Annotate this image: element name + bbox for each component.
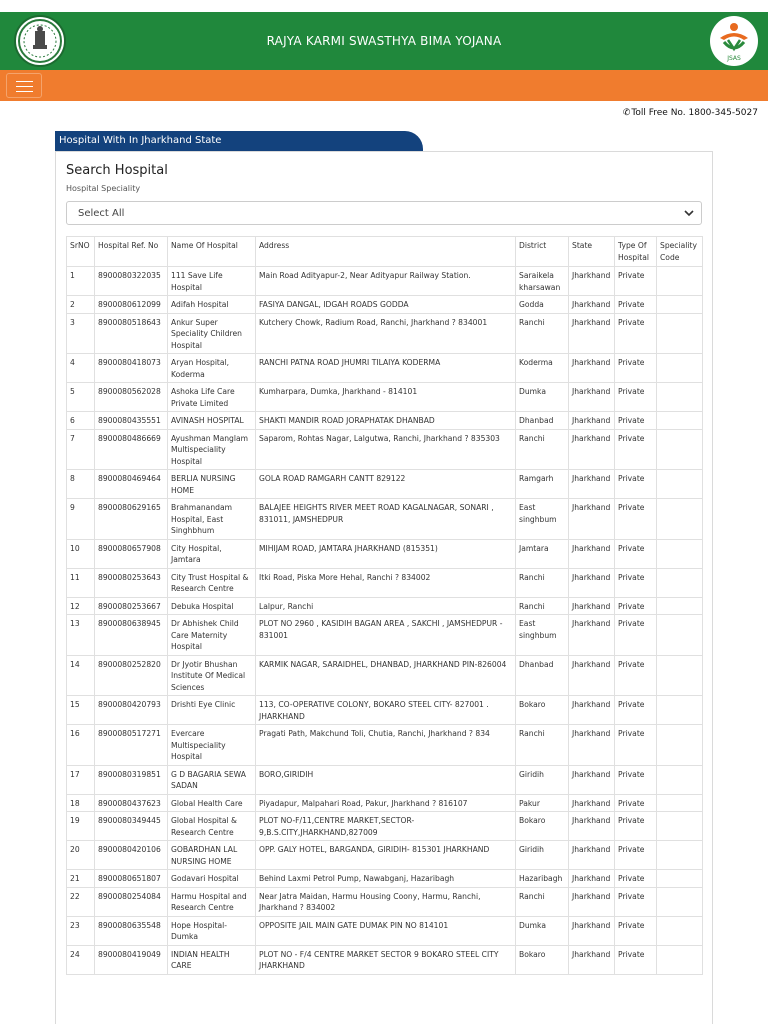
table-cell: Jharkhand [569,429,615,470]
table-cell: Private [615,841,657,870]
jsas-logo[interactable] [710,16,758,66]
table-cell: 8900080435551 [95,412,168,430]
table-cell: East singhbum [516,615,569,656]
table-cell: Jharkhand [569,383,615,412]
column-header: Address [256,237,516,267]
table-cell: Private [615,412,657,430]
table-cell: Hope Hospital-Dumka [168,916,256,945]
table-cell: 8900080254084 [95,887,168,916]
table-cell: Private [615,812,657,841]
table-cell: 111 Save Life Hospital [168,267,256,296]
table-row [67,539,703,568]
table-cell [657,539,703,568]
table-cell: Kumharpara, Dumka, Jharkhand - 814101 [256,383,516,412]
table-cell: Adifah Hospital [168,296,256,314]
table-cell: 12 [67,597,95,615]
table-cell: 8900080651807 [95,870,168,888]
table-cell: 8900080638945 [95,615,168,656]
table-cell [657,568,703,597]
table-cell: Main Road Adityapur-2, Near Adityapur Railway Station. [256,267,516,296]
table-cell: INDIAN HEALTH CARE [168,945,256,974]
section-tab [55,131,423,152]
table-cell: 20 [67,841,95,870]
table-cell: Piyadapur, Malpahari Road, Pakur, Jharkhand ? 816107 [256,794,516,812]
table-cell: Private [615,794,657,812]
table-cell: Ranchi [516,887,569,916]
table-cell: 113, CO-OPERATIVE COLONY, BOKARO STEEL CITY- 827001 . JHARKHAND [256,696,516,725]
table-cell [657,412,703,430]
table-cell: 16 [67,725,95,766]
table-row [67,470,703,499]
table-cell: 8900080253667 [95,597,168,615]
table-cell: 8900080629165 [95,499,168,540]
table-cell: 17 [67,765,95,794]
table-cell: PLOT NO 2960 , KASIDIH BAGAN AREA , SAKCHI , JAMSHEDPUR - 831001 [256,615,516,656]
table-cell: 5 [67,383,95,412]
table-row [67,267,703,296]
table-cell [657,841,703,870]
table-cell: Lalpur, Ranchi [256,597,516,615]
table-cell: Koderma [516,354,569,383]
table-cell: Dhanbad [516,412,569,430]
table-cell [657,470,703,499]
table-cell: Jharkhand [569,354,615,383]
table-cell: 8900080322035 [95,267,168,296]
table-row [67,313,703,354]
table-cell: Jharkhand [569,615,615,656]
table-cell: Jharkhand [569,812,615,841]
table-cell: Jharkhand [569,296,615,314]
table-cell: Debuka Hospital [168,597,256,615]
table-cell: Private [615,267,657,296]
table-cell [657,615,703,656]
table-cell: Dr Abhishek Child Care Maternity Hospital [168,615,256,656]
table-cell [657,765,703,794]
table-cell: Ranchi [516,429,569,470]
table-cell: Hazaribagh [516,870,569,888]
table-cell: 22 [67,887,95,916]
table-cell: Private [615,945,657,974]
column-header: Type Of Hospital [615,237,657,267]
table-cell: 3 [67,313,95,354]
table-cell: Jamtara [516,539,569,568]
table-cell: Ranchi [516,597,569,615]
table-row [67,597,703,615]
table-cell [657,313,703,354]
table-cell: Jharkhand [569,499,615,540]
table-cell: Private [615,655,657,696]
speciality-label: Hospital Speciality [66,184,141,193]
table-cell: GOBARDHAN LAL NURSING HOME [168,841,256,870]
table-cell: Jharkhand [569,887,615,916]
table-cell: Private [615,470,657,499]
table-cell: Private [615,597,657,615]
table-cell: Private [615,383,657,412]
table-cell: Private [615,296,657,314]
table-cell: 8900080420106 [95,841,168,870]
table-cell: Dhanbad [516,655,569,696]
table-cell: 8900080635548 [95,916,168,945]
table-cell: 10 [67,539,95,568]
table-cell: Giridih [516,765,569,794]
speciality-select[interactable] [66,201,702,225]
table-cell [657,916,703,945]
table-cell: Jharkhand [569,696,615,725]
table-cell: Pragati Path, Makchund Toli, Chutia, Ranchi, Jharkhand ? 834 [256,725,516,766]
phone-icon: ✆ [622,108,631,118]
toll-free-label: Toll Free No. 1800-345-5027 [631,108,758,118]
hamburger-icon-line [16,86,33,87]
table-cell: Private [615,539,657,568]
table-cell: 19 [67,812,95,841]
table-cell: Private [615,696,657,725]
table-row [67,429,703,470]
table-cell [657,696,703,725]
table-cell: Godda [516,296,569,314]
table-cell: OPPOSITE JAIL MAIN GATE DUMAK PIN NO 814101 [256,916,516,945]
table-row [67,696,703,725]
table-cell: FASIYA DANGAL, IDGAH ROADS GODDA [256,296,516,314]
table-cell: Itki Road, Piska More Hehal, Ranchi ? 834002 [256,568,516,597]
table-cell: Private [615,765,657,794]
table-cell: Private [615,354,657,383]
table-cell: Kutchery Chowk, Radium Road, Ranchi, Jharkhand ? 834001 [256,313,516,354]
table-cell: 24 [67,945,95,974]
table-body [67,267,703,975]
table-cell: Ankur Super Speciality Children Hospital [168,313,256,354]
table-cell: BALAJEE HEIGHTS RIVER MEET ROAD KAGALNAGAR, SONARI , 831011, JAMSHEDPUR [256,499,516,540]
table-row [67,615,703,656]
hamburger-icon [16,81,33,82]
table-cell [657,354,703,383]
table-cell: Ramgarh [516,470,569,499]
table-cell: East singhbum [516,499,569,540]
table-header-row [67,237,703,267]
table-cell: Private [615,313,657,354]
table-cell: RANCHI PATNA ROAD JHUMRI TILAIYA KODERMA [256,354,516,383]
table-cell: 23 [67,916,95,945]
table-row [67,841,703,870]
speciality-select-value: Select All [78,208,125,219]
table-cell: Bokaro [516,812,569,841]
table-cell: 8900080518643 [95,313,168,354]
table-cell: Ranchi [516,313,569,354]
table-cell: 8900080437623 [95,794,168,812]
column-header: SrNO [67,237,95,267]
table-cell [657,812,703,841]
table-cell: 8900080657908 [95,539,168,568]
table-cell: Private [615,429,657,470]
table-cell: Godavari Hospital [168,870,256,888]
table-cell: 4 [67,354,95,383]
hospital-table [66,236,703,975]
table-cell: Global Hospital & Research Centre [168,812,256,841]
table-cell: 14 [67,655,95,696]
jsas-logo-text: JSAS [727,55,741,62]
table-row [67,655,703,696]
table-cell: BORO,GIRIDIH [256,765,516,794]
table-cell: Jharkhand [569,470,615,499]
section-tab-label: Hospital With In Jharkhand State [59,135,222,146]
table-row [67,887,703,916]
table-cell: 8900080319851 [95,765,168,794]
table-cell: Pakur [516,794,569,812]
table-cell: Giridih [516,841,569,870]
table-cell: 13 [67,615,95,656]
table-cell: 21 [67,870,95,888]
column-header: Speciality Code [657,237,703,267]
table-cell: 15 [67,696,95,725]
table-cell [657,499,703,540]
table-cell: Jharkhand [569,313,615,354]
table-cell: 18 [67,794,95,812]
table-cell: Jharkhand [569,765,615,794]
search-title: Search Hospital [66,163,168,178]
table-cell: Ranchi [516,725,569,766]
table-row [67,765,703,794]
table-cell: BERLIA NURSING HOME [168,470,256,499]
table-cell: Global Health Care [168,794,256,812]
table-cell: City Hospital, Jamtara [168,539,256,568]
table-cell [657,296,703,314]
table-row [67,794,703,812]
table-row [67,296,703,314]
table-cell: Private [615,499,657,540]
table-cell: Jharkhand [569,945,615,974]
table-cell: Saparom, Rohtas Nagar, Lalgutwa, Ranchi, Jharkhand ? 835303 [256,429,516,470]
table-cell: Dumka [516,916,569,945]
table-cell [657,945,703,974]
table-cell: Jharkhand [569,794,615,812]
table-cell: 8900080562028 [95,383,168,412]
table-cell: Private [615,916,657,945]
site-title: RAJYA KARMI SWASTHYA BIMA YOJANA [266,34,502,48]
table-cell: 9 [67,499,95,540]
table-row [67,725,703,766]
table-cell: Bokaro [516,945,569,974]
table-row [67,383,703,412]
table-cell [657,655,703,696]
table-cell: KARMIK NAGAR, SARAIDHEL, DHANBAD, JHARKHAND PIN-826004 [256,655,516,696]
table-cell: Bokaro [516,696,569,725]
table-cell [657,794,703,812]
table-cell: 8900080349445 [95,812,168,841]
table-cell: Jharkhand [569,841,615,870]
table-row [67,812,703,841]
table-cell: 1 [67,267,95,296]
table-cell: PLOT NO-F/11,CENTRE MARKET,SECTOR-9,B.S.CITY,JHARKHAND,827009 [256,812,516,841]
table-cell: Jharkhand [569,412,615,430]
table-cell: 8900080420793 [95,696,168,725]
table-cell: 8900080252820 [95,655,168,696]
column-header: State [569,237,615,267]
table-row [67,916,703,945]
table-cell: 8900080418073 [95,354,168,383]
site-header [0,12,768,70]
menu-toggle-button[interactable] [6,73,42,98]
table-cell: Near Jatra Maidan, Harmu Housing Coony, Harmu, Ranchi, Jharkhand ? 834002 [256,887,516,916]
table-row [67,412,703,430]
table-row [67,499,703,540]
table-cell: Jharkhand [569,725,615,766]
table-cell: Ayushman Manglam Multispeciality Hospital [168,429,256,470]
table-cell: Aryan Hospital, Koderma [168,354,256,383]
table-cell: Ranchi [516,568,569,597]
table-cell: GOLA ROAD RAMGARH CANTT 829122 [256,470,516,499]
table-cell: Jharkhand [569,870,615,888]
table-cell: Saraikela kharsawan [516,267,569,296]
table-cell: Jharkhand [569,597,615,615]
table-cell: Private [615,615,657,656]
table-cell: 8900080469464 [95,470,168,499]
table-cell: Private [615,725,657,766]
column-header: Hospital Ref. No [95,237,168,267]
table-cell: Harmu Hospital and Research Centre [168,887,256,916]
table-cell: Behind Laxmi Petrol Pump, Nawabganj, Hazaribagh [256,870,516,888]
table-cell: 8900080419049 [95,945,168,974]
table-cell: Private [615,870,657,888]
table-cell: Ashoka Life Care Private Limited [168,383,256,412]
table-cell: Jharkhand [569,655,615,696]
table-cell: PLOT NO - F/4 CENTRE MARKET SECTOR 9 BOKARO STEEL CITY JHARKHAND [256,945,516,974]
table-cell: 8900080253643 [95,568,168,597]
chevron-down-icon [683,207,695,219]
table-cell: 8900080517271 [95,725,168,766]
table-cell: 8900080612099 [95,296,168,314]
table-row [67,870,703,888]
table-cell: G D BAGARIA SEWA SADAN [168,765,256,794]
table-cell [657,597,703,615]
main-navbar [0,70,768,101]
column-header: District [516,237,569,267]
table-row [67,945,703,974]
table-cell: MIHIJAM ROAD, JAMTARA JHARKHAND (815351) [256,539,516,568]
table-cell: Drishti Eye Clinic [168,696,256,725]
table-cell: Private [615,887,657,916]
table-cell: Evercare Multispeciality Hospital [168,725,256,766]
table-cell: 11 [67,568,95,597]
table-cell: 8900080486669 [95,429,168,470]
table-cell: OPP. GALY HOTEL, BARGANDA, GIRIDIH- 815301 JHARKHAND [256,841,516,870]
table-row [67,568,703,597]
table-cell: 8 [67,470,95,499]
table-cell: Private [615,568,657,597]
table-cell: Jharkhand [569,539,615,568]
table-cell: 7 [67,429,95,470]
table-cell: Jharkhand [569,916,615,945]
table-cell [657,267,703,296]
table-cell: Jharkhand [569,267,615,296]
table-cell: Dr Jyotir Bhushan Institute Of Medical Sciences [168,655,256,696]
table-cell [657,887,703,916]
table-cell: 2 [67,296,95,314]
table-cell [657,870,703,888]
table-cell [657,383,703,412]
table-cell: Brahmanandam Hospital, East Singhbhum [168,499,256,540]
table-cell: 6 [67,412,95,430]
table-cell: Dumka [516,383,569,412]
hamburger-icon-line [16,91,33,92]
table-cell: City Trust Hospital & Research Centre [168,568,256,597]
table-cell: SHAKTI MANDIR ROAD JORAPHATAK DHANBAD [256,412,516,430]
table-cell [657,429,703,470]
column-header: Name Of Hospital [168,237,256,267]
toll-free-info [623,108,758,118]
table-row [67,354,703,383]
table-cell: AVINASH HOSPITAL [168,412,256,430]
table-cell: Jharkhand [569,568,615,597]
table-cell [657,725,703,766]
